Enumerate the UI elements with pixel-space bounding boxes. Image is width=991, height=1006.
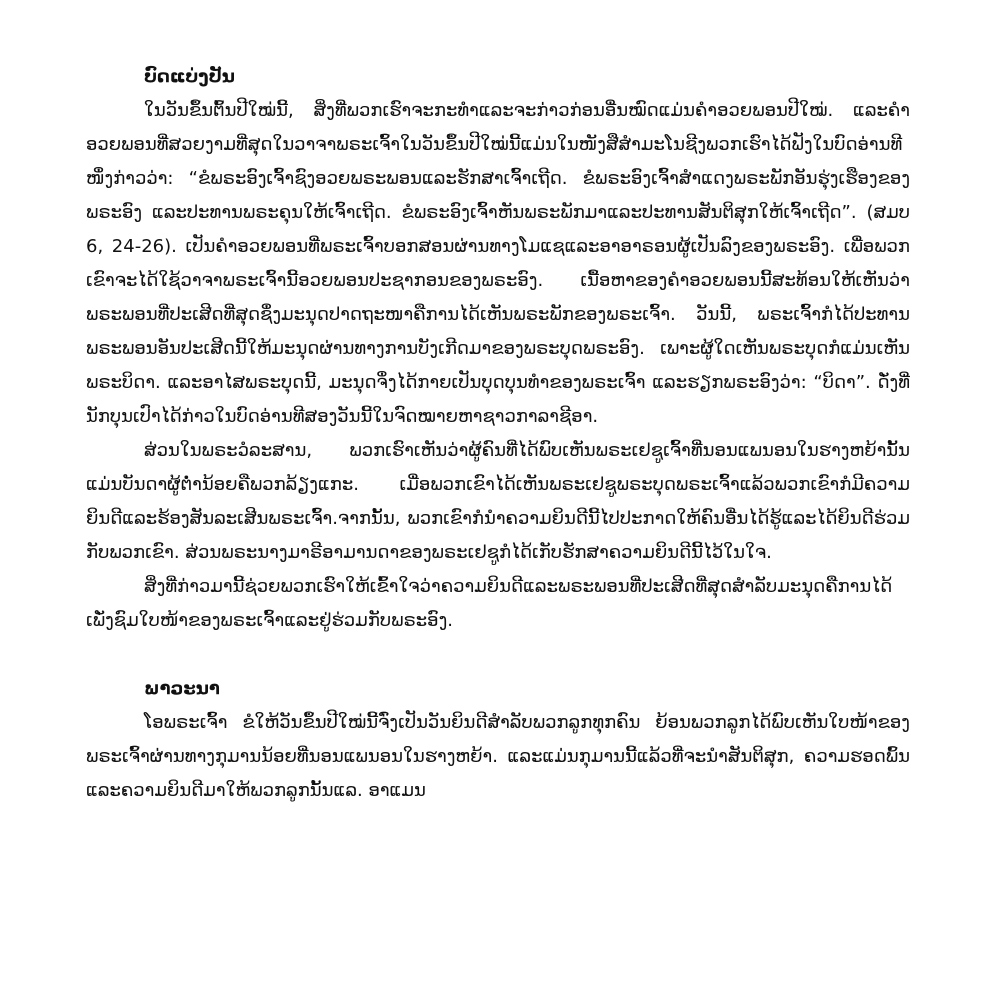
prayer-heading: ພາວະນາ — [144, 678, 220, 699]
prayer-paragraph: ໂອພຣະເຈົ້າ ຂໍໃຫ້ວັນຂຶ້ນປີໃໝ່ນີ້ຈົ່ງເປັນວັນຍິນດີສຳລັບພວກລູກທຸກຄົນ ຍ້ອນພວກລູກໄດ້ພົບເຫັນໃບໜ້າຂອງພຣະເຈົ້າຜ່ານທາງກຸມານນ້ອຍທີ່ນອນແພນອນໃນຮາງຫຍ້າ. ແລະແມ່ນກຸມານນີ້ແລ້ວທີ່ຈະນຳສັນຕິສຸກ, ຄວາມຮອດພົ້ນແລະຄວາມຍິນດີມາໃຫ້ພວກລູກນັ້ນແລ. ອາແມນ — [86, 712, 910, 801]
sharing-paragraph-1: ໃນວັນຂຶ້ນຕົ້ນປີໃໝ່ນີ້, ສິ່ງທີ່ພວກເຮົາຈະກະທຳແລະຈະກ່າວກ່ອນອື່ນໝົດແມ່ນຄຳອວຍພອນປີໃໝ່. ແລະຄຳອວຍພອນທີ່ສວຍງາມທີ່ສຸດໃນວາຈາພຣະເຈົ້າໃນວັນຂຶ້ນປີໃໝ່ນີ້ແມ່ນໃນໜັງສືສຳມະໂນຊີງພວກເຮົາໄດ້ຟັງໃນບົດອ່ານທີໜຶ່ງກ່າວວ່າ: “ຂໍພຣະອົງເຈົ້າຊົງອວຍພຣະພອນແລະຮັກສາເຈົ້າເຖີດ. ຂໍພຣະອົງເຈົ້າສຳແດງພຣະພັກອັນຮຸ່ງເຮືອງຂອງພຣະອົງ ແລະປະທານພຣະຄຸນໃຫ້ເຈົ້າເຖີດ. ຂໍພຣະອົງເຈົ້າຫັນພຣະພັກມາແລະປະທານສັນຕິສຸກໃຫ້ເຈົ້າເຖີດ”. (ສມບ 6, 24-26). ເປັນຄຳອວຍພອນທີ່ພຣະເຈົ້າບອກສອນຜ່ານທາງໂມແຊແລະອາອາຣອນຜູ້ເປັນລົງຂອງພຣະອົງ. ເພື່ອພວກເຂົາຈະໄດ້ໃຊ້ວາຈາພຣະເຈົ້ານີ້ອວຍພອນປະຊາກອນຂອງພຣະອົງ. ເນື້ອຫາຂອງຄຳອວຍພອນນີ້ສະທ້ອນໃຫ້ເຫັນວ່າ ພຣະພອນທີ່ປະເສີດທີ່ສຸດຊຶ່ງມະນຸດປາດຖະໜາຄືການໄດ້ເຫັນພຣະພັກຂອງພຣະເຈົ້າ. ວັນນີ້, ພຣະເຈົ້າກໍໄດ້ປະທານພຣະພອນອັນປະເສີດນີ້ໃຫ້ມະນຸດຜ່ານທາງການບັງເກີດມາຂອງພຣະບຸດພຣະອົງ. ເພາະຜູ້ໃດເຫັນພຣະບຸດກໍແມ່ນເຫັນພຣະບິດາ. ແລະອາໄສພຣະບຸດນີ້, ມະນຸດຈຶ່ງໄດ້ກາຍເປັນບຸດບຸນທຳຂອງພຣະເຈົ້າ ແລະຮຽກພຣະອົງວ່າ: “ບິດາ”. ດັ່ງທີ່ນັກບຸນເປົາໄດ້ກ່າວໃນບົດອ່ານທີສອງວັນນີ້ໃນຈົດໝາຍຫາຊາວກາລາຊີອາ. — [86, 100, 910, 427]
document-page — [86, 60, 910, 808]
section-spacer — [86, 638, 910, 672]
sharing-heading: ບົດແບ່ງປັນ — [144, 66, 235, 87]
sharing-paragraph-3: ສິ່ງທີ່ກ່າວມານີ້ຊ່ວຍພວກເຮົາໃຫ້ເຂົ້າໃຈວ່າຄວາມຍິນດີແລະພຣະພອນທີ່ປະເສີດທີ່ສຸດສຳລັບມະນຸດຄືການໄດ້ເພັ່ງຊົມໃບໜ້າຂອງພຣະເຈົ້າແລະຢູ່ຮ່ວມກັບພຣະອົງ. — [86, 576, 893, 631]
sharing-paragraph-2: ສ່ວນໃນພຣະວໍລະສານ, ພວກເຮົາເຫັນວ່າຜູ້ຄົນທີ່ໄດ້ພົບເຫັນພຣະເຢຊູເຈົ້າທີ່ນອນແພນອນໃນຮາງຫຍ້ານັ້ນແມ່ນບັນດາຜູ້ຕໍ່ານ້ອຍຄືພວກລ້ຽງແກະ. ເມື່ອພວກເຂົາໄດ້ເຫັນພຣະເຢຊູພຣະບຸດພຣະເຈົ້າແລ້ວພວກເຂົາກໍມີຄວາມຍິນດີແລະຮ້ອງສັນລະເສີນພຣະເຈົ້າ.ຈາກນັ້ນ, ພວກເຂົາກໍນຳຄວາມຍິນດີນີ້ໄປປະກາດໃຫ້ຄົນອື່ນໄດ້ຮູ້ແລະໄດ້ຍິນດີຮ່ວມກັບພວກເຂົາ. ສ່ວນພຣະນາງມາຣີອາມານດາຂອງພຣະເຢຊູກໍໄດ້ເກັບຮັກສາຄວາມຍິນດີນີ້ໄວ້ໃນໃຈ. — [86, 440, 910, 563]
